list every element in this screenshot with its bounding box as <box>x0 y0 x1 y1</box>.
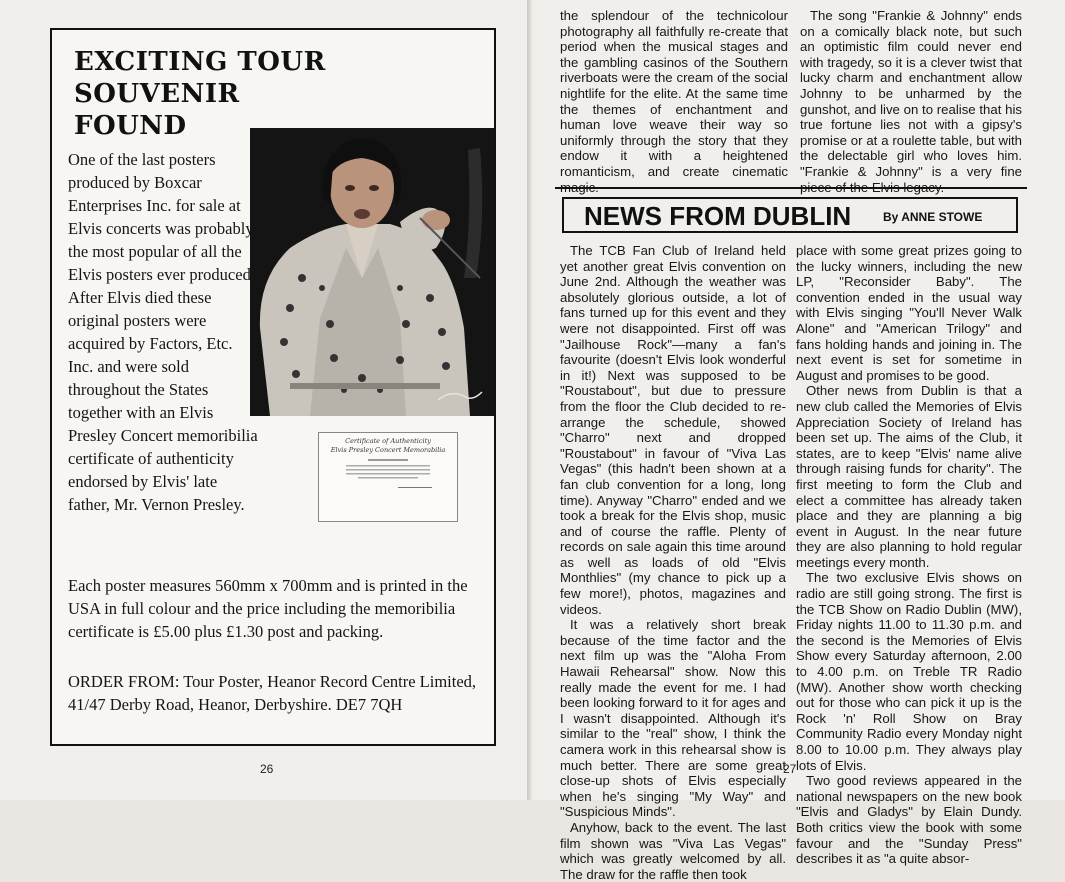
news-byline: By ANNE STOWE <box>883 210 983 224</box>
elvis-concert-photo <box>250 128 494 416</box>
certificate-title: Certificate of Authenticity <box>345 437 431 445</box>
news-paragraph: Anyhow, back to the event. The last film shown was "Viva Las Vegas" which was greatly welcomed by all. The draw for the raffle then took <box>560 819 786 882</box>
certificate-text-lines <box>338 457 438 491</box>
news-paragraph: The TCB Fan Club of Ireland held yet another great Elvis convention on June 2nd. Although the weather was absolutely glorious outside, a lot of fans turned up for this event and they were not disappointed. First off was "Jailhouse Rock"—many a fan's favourite (doesn't Elvis look wonderful in it!) Next was supposed to be "Roustabout", but due to pressure from the floor the Club decided to re-arrange the schedule, showed "Charro" next and dropped "Roustabout" in favour of "Viva Las Vegas" (this hadn't been shown at a fan club convention for a long, long time). Anyway "Charro" ended and we took a break for the Elvis shop, music and of course the raffle. Plenty of records on sale again this time around as well as loads of old "Elvis Monthlies" (my chance to pick up a few more!), photos, magazines and videos. <box>560 243 786 617</box>
news-paragraph: Two good reviews appeared in the national newspapers on the new book "Elvis and Gladys" by Elain Dundy. Both critics view the book with some favour and the "Sunday Press" describes it as "a quite absor- <box>796 773 1022 867</box>
left-page <box>0 0 527 800</box>
advert-body-text: One of the last posters produced by Boxcar Enterprises Inc. for sale at Elvis concerts was probably the most popular of all the Elvis posters ever produced. After Elvis died these original posters were acquired by Factors, Etc. Inc. and were sold throughout the States together with an Elvis Presley Concert memoribilia certificate of authenticity endorsed by Elvis' late father, Mr. Vernon Presley. <box>68 150 258 514</box>
news-paragraph: The two exclusive Elvis shows on radio are still going strong. The first is the TCB Show on Radio Dublin (MW), Friday nights 11.00 to 11.30 p.m. and the second is the Memories of Elvis Show every Saturday afternoon, 2.00 to 4.00 p.m. on Treble TR Radio (MW). Another show worth checking out for those who can pick it up is the Rock 'n' Roll Show on Bray Community Radio every Monday night 8.00 to 10.00 p.m. They always play lots of Elvis. <box>796 570 1022 773</box>
news-paragraph: It was a relatively short break because of the time factor and the next film up was the "Aloha From Hawaii Rehearsal" show. Now this really made the event for me. I had been looking forward to it for ages and I wasn't disappointed. Although it's similar to the "real" show, I think the camera work in this rehearsal show is much better. There are some great close-up shots of Elvis especially when he's singing "My Way" and "Suspicious Minds". <box>560 617 786 820</box>
section-divider <box>555 187 1027 189</box>
news-title: NEWS FROM DUBLIN <box>584 201 852 231</box>
article-continued-right-column: The song "Frankie & Johnny" ends on a comically black note, but such an optimistic film could never end with tragedy, so it is a clever twist that lucky charm and enchantment allow Johnny to be unharmed by the gunshot, and live on to realise that his true fortune lies not with a gipsy's promise or at a roulette table, but with the delectable girl who loves him. "Frankie & Johnny" is a very fine <box>800 8 1022 179</box>
poster-advert-box <box>50 28 496 746</box>
advert-title-line: SOUVENIR <box>74 79 240 109</box>
page-number-left: 26 <box>260 762 274 776</box>
news-paragraph: Other news from Dublin is that a new club called the Memories of Elvis Appreciation Society of Ireland has been set up. The aims of the Club, it states, are to keep "Elvis' name alive through raising funds for charity". The first meeting to form the Club and elect a committee has already taken place and they are planning a big event in August. In the near future they are also planning to hold regular meetings every month. <box>796 383 1022 570</box>
advert-order-address: ORDER FROM: Tour Poster, Heanor Record Centre Limited, 41/47 Derby Road, Heanor, Derbyshire. DE7 7QH <box>68 672 477 714</box>
news-right-column <box>796 243 1022 867</box>
advert-title-line: FOUND <box>74 111 187 141</box>
certificate-of-authenticity-image <box>318 432 458 522</box>
certificate-fine-print <box>325 457 451 494</box>
news-heading-box <box>562 197 1018 233</box>
certificate-subtitle: Elvis Presley Concert Memorabilia <box>330 446 446 454</box>
page-number-right: 27 <box>783 762 797 776</box>
advert-title-line: EXCITING TOUR <box>74 47 326 77</box>
elvis-photo-image <box>250 128 494 416</box>
news-paragraph: place with some great prizes going to the lucky winners, including the new LP, "Reconsider Baby". The convention ended in the usual way with Elvis singing "You'll Never Walk Alone" and "American Trilogy" and fans holding hands and joining in. The next event is set for sometime in August and promises to be good. <box>796 243 1022 383</box>
news-left-column <box>560 243 786 882</box>
article-continued-left-column: the splendour of the technicolour photography all faithfully re-create that period when the musical stages and the gambling casinos of the Southern riverboats were the cream of the social nightlife for the elite. At the same time the themes of enchantment and human love weave their way so uniformly through the story that they endow it with a heightened romanticism, and create cinematic <box>560 8 788 179</box>
advert-price-details: Each poster measures 560mm x 700mm and is printed in the USA in full colour and the price including the memoribilia certificate is £5.00 plus £1.30 post and packing. <box>68 576 468 641</box>
